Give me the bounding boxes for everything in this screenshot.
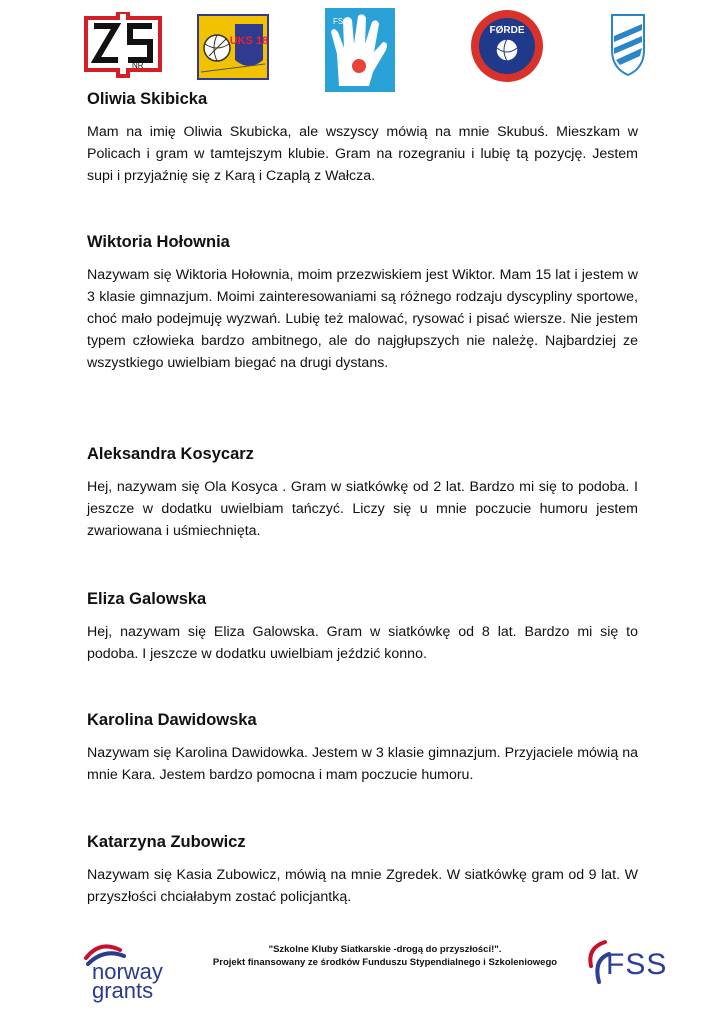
fss-logo-text: FSS <box>606 948 668 981</box>
profile-bio: Nazywam się Karolina Dawidowka. Jestem w 3 klasie gimnazjum. Przyjaciele mówią na mnie Kara. Jestem bardzo pomocna i mam poczucie humoru. <box>87 745 638 783</box>
profile-name: Eliza Galowska <box>87 590 207 608</box>
svg-text:FØRDE: FØRDE <box>489 25 525 36</box>
norway-grants-text <box>92 959 163 1003</box>
uks-18-volleyball-logo <box>197 14 269 80</box>
profile-oliwia-skibicka <box>87 90 638 187</box>
header-logos <box>0 0 725 92</box>
zs-school-logo <box>82 12 164 82</box>
svg-text:FSS: FSS <box>333 17 349 26</box>
profile-name: Wiktoria Hołownia <box>87 233 230 251</box>
profile-name: Oliwia Skibicka <box>87 90 208 108</box>
footer <box>0 930 725 1024</box>
footer-text <box>180 944 590 968</box>
profile-bio: Nazywam się Kasia Zubowicz, mówią na mnie Zgredek. W siatkówkę gram od 9 lat. W przyszłości chciałabym zostać policjantką. <box>87 867 638 905</box>
svg-text:UKS 18: UKS 18 <box>229 35 269 47</box>
profile-name: Katarzyna Zubowicz <box>87 833 246 851</box>
profile-bio: Hej, nazywam się Eliza Galowska. Gram w siatkówkę od 8 lat. Bardzo mi się to podoba. I jeszcze w dodatku uwielbiam jeździć konno. <box>87 624 638 662</box>
profile-name: Aleksandra Kosycarz <box>87 445 254 463</box>
hand-logo <box>325 8 395 92</box>
norway-grants-line2: grants <box>92 978 154 1003</box>
profile-aleksandra-kosycarz <box>87 445 638 542</box>
forde-volleyball-club-logo <box>469 8 545 84</box>
profile-bio: Hej, nazywam się Ola Kosyca . Gram w siatkówkę od 2 lat. Bardzo mi się to podoba. I jeszcze w dodatku uwielbiam tańczyć. Liczy się u mnie poczucie humoru jestem zwariowana i uśmiechnięta. <box>87 479 638 539</box>
norway-grants-line1: norway <box>92 959 163 984</box>
profile-katarzyna-zubowicz <box>87 833 638 908</box>
svg-text:NR: NR <box>132 61 144 70</box>
profile-name: Karolina Dawidowska <box>87 711 257 729</box>
profile-wiktoria-holownia <box>87 233 638 374</box>
profile-bio: Nazywam się Wiktoria Hołownia, moim przezwiskiem jest Wiktor. Mam 15 lat i jestem w 3 klasie gimnazjum. Moimi zainteresowaniami są różnego rodzaju dyscypliny sportowe, choć mało podejmuję wyzwań. Lubię też malować, rysować i pisać wiersze. Nie jestem typem człowieka bardzo ambitnego, ale do najgłupszych nie należę. Najbardziej ze wszystkiego uwielbiam biegać na drugi dystans. <box>87 267 638 371</box>
coat-of-arms-logo <box>611 14 645 76</box>
profile-bio: Mam na imię Oliwia Skubicka, ale wszyscy mówią na mnie Skubuś. Mieszkam w Policach i gram w tamtejszym klubie. Gram na rozegraniu i lubię tą pozycję. Jestem supi i przyjaźnię się z Karą i Czaplą z Wałcza. <box>87 124 638 184</box>
profile-eliza-galowska <box>87 590 638 665</box>
footer-title: "Szkolne Kluby Siatkarskie -drogą do przyszłości!". <box>268 944 502 955</box>
footer-subtitle: Projekt finansowany ze środków Funduszu Stypendialnego i Szkoleniowego <box>212 957 558 968</box>
profile-karolina-dawidowska <box>87 711 638 786</box>
